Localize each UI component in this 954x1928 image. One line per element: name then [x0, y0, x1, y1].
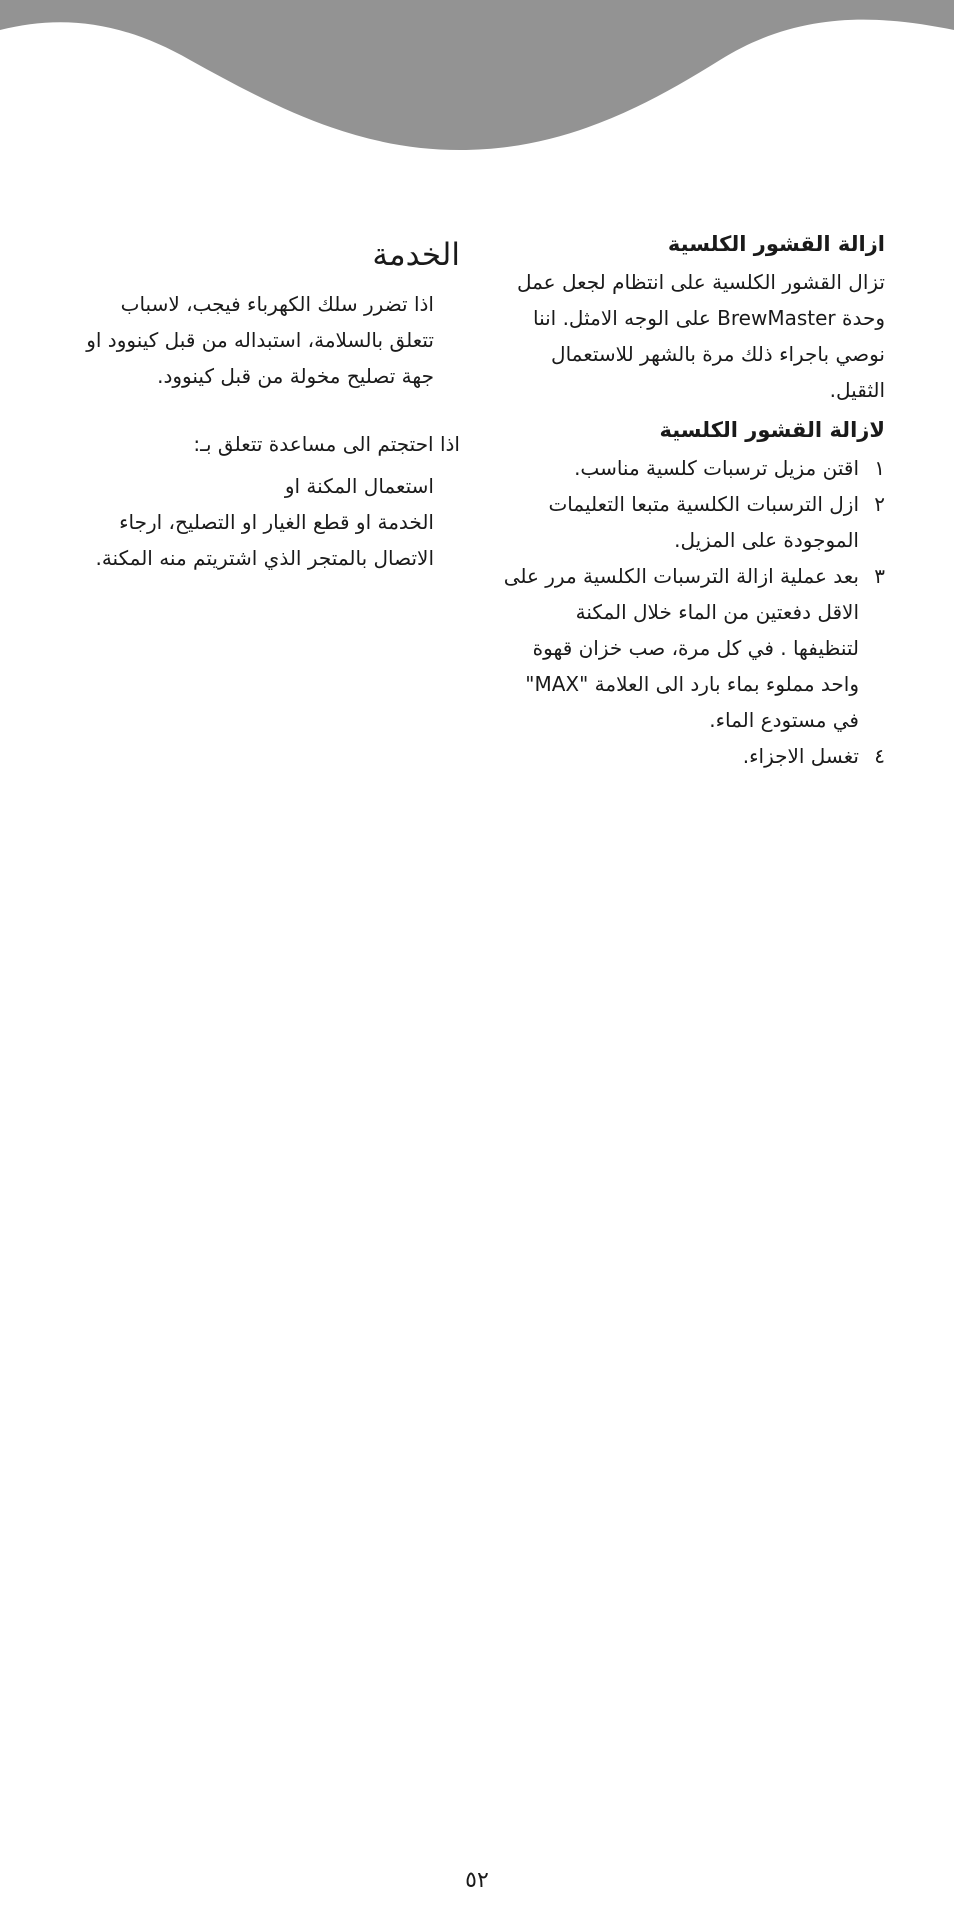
service-line: الاتصال بالمتجر الذي اشتريتم منه المكنة. [95, 546, 434, 570]
decorative-wave-header [0, 0, 954, 160]
paragraph-gap [40, 400, 460, 426]
wave-shape [0, 0, 954, 150]
service-paragraph-2 [40, 468, 434, 576]
descaling-subtitle: لازالة القشور الكلسية [659, 418, 885, 442]
intro-line: الثقيل. [829, 378, 885, 402]
step-number: ٢ [874, 492, 885, 516]
step-number: ٤ [874, 744, 885, 768]
descaling-section [490, 228, 885, 774]
step-line: تغسل الاجزاء. [742, 744, 859, 768]
descaling-intro [490, 264, 885, 408]
service-section [40, 234, 460, 582]
service-line: تتعلق بالسلامة، استبداله من قبل كينوود او [86, 328, 434, 352]
step-line: واحد مملوء بماء بارد الى العلامة "MAX" [525, 672, 859, 696]
service-title: الخدمة [372, 237, 460, 273]
step-4 [490, 738, 885, 774]
step-1 [490, 450, 885, 486]
service-paragraph-1 [40, 286, 434, 394]
step-line: اقتن مزيل ترسبات كلسية مناسب. [574, 456, 859, 480]
step-line: ازل الترسبات الكلسية متبعا التعليمات [548, 492, 859, 516]
intro-line: نوصي باجراء ذلك مرة بالشهر للاستعمال [551, 342, 885, 366]
step-line: الاقل دفعتين من الماء خلال المكنة [575, 600, 859, 624]
service-paragraph-2-intro: اذا احتجتم الى مساعدة تتعلق بـ: [193, 432, 460, 456]
step-line: الموجودة على المزيل. [674, 528, 859, 552]
step-line: بعد عملية ازالة الترسبات الكلسية مرر على [503, 564, 859, 588]
intro-line: تزال القشور الكلسية على انتظام لجعل عمل [516, 270, 885, 294]
service-line: جهة تصليح مخولة من قبل كينوود. [157, 364, 434, 388]
service-line: استعمال المكنة او [284, 474, 434, 498]
service-line: اذا تضرر سلك الكهرباء فيجب، لاسباب [120, 292, 434, 316]
page-number: ٥٢ [465, 1868, 489, 1893]
step-number: ٣ [874, 564, 885, 588]
intro-line: وحدة BrewMaster على الوجه الامثل. اننا [532, 306, 885, 330]
descaling-steps [490, 450, 885, 774]
step-3 [490, 558, 885, 738]
step-number: ١ [874, 456, 885, 480]
descaling-title: ازالة القشور الكلسية [667, 232, 885, 256]
service-line: الخدمة او قطع الغيار او التصليح، ارجاء [119, 510, 434, 534]
step-line: في مستودع الماء. [709, 708, 859, 732]
step-2 [490, 486, 885, 558]
step-line: لتنظيفها . في كل مرة، صب خزان قهوة [532, 636, 859, 660]
